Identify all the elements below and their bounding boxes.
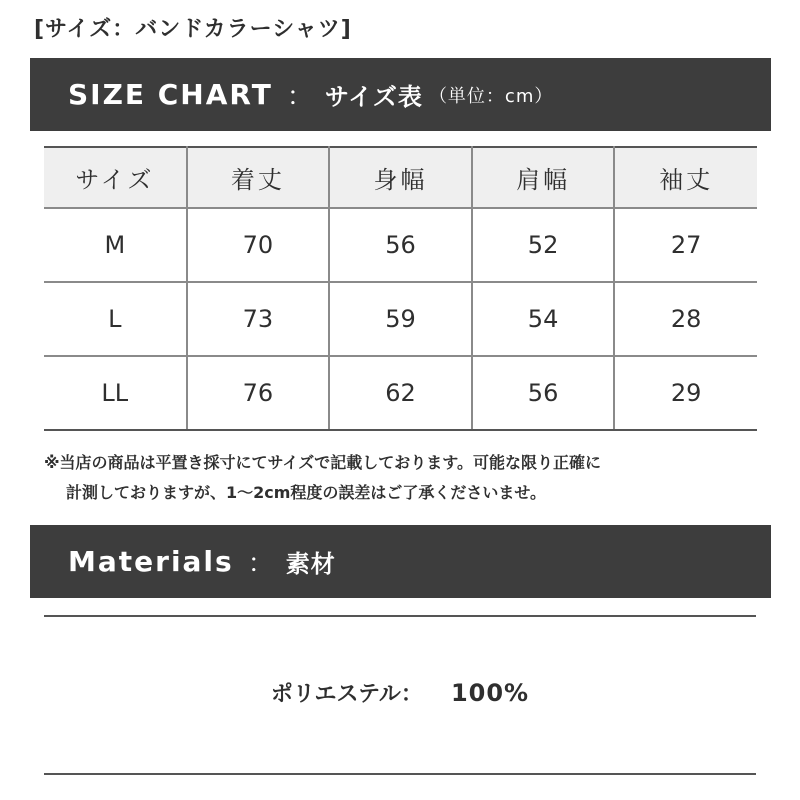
table-cell: L	[44, 282, 187, 356]
materials-header	[30, 525, 771, 598]
table-cell: 56	[329, 208, 472, 282]
size-chart-title-en: SIZE CHART	[68, 78, 273, 111]
divider	[44, 615, 756, 617]
column-header-width: 身幅	[329, 147, 472, 208]
column-header-shoulder: 肩幅	[472, 147, 615, 208]
divider	[44, 773, 756, 775]
measurement-note	[44, 448, 774, 508]
column-header-length: 着丈	[187, 147, 330, 208]
table-cell: 70	[187, 208, 330, 282]
column-header-size: サイズ	[44, 147, 187, 208]
materials-separator: ：	[247, 549, 274, 579]
table-cell: M	[44, 208, 187, 282]
table-cell: 27	[614, 208, 757, 282]
materials-title-jp: 素材	[285, 550, 336, 578]
materials-title-en: Materials	[68, 545, 234, 578]
size-chart-header	[30, 58, 771, 131]
material-value: 100%	[450, 679, 530, 707]
table-cell: 29	[614, 356, 757, 430]
size-chart-title-jp: サイズ表	[324, 83, 423, 111]
material-composition	[0, 677, 800, 708]
table-cell: 76	[187, 356, 330, 430]
column-header-sleeve: 袖丈	[614, 147, 757, 208]
page-title: [サイズ：バンドカラーシャツ]	[34, 17, 352, 42]
measurement-note-line1: ※当店の商品は平置き採寸にてサイズで記載しております。可能な限り正確に	[44, 453, 601, 472]
table-cell: 56	[472, 356, 615, 430]
table-cell: 54	[472, 282, 615, 356]
size-table	[44, 146, 757, 431]
size-table-header-row	[44, 147, 757, 208]
table-row	[44, 356, 757, 430]
table-cell: 28	[614, 282, 757, 356]
size-chart-separator: ：	[286, 82, 313, 112]
material-label: ポリエステル：	[270, 682, 423, 707]
table-row	[44, 282, 757, 356]
size-chart-unit: （単位：cm）	[428, 85, 554, 107]
table-cell: 59	[329, 282, 472, 356]
measurement-note-line2: 計測しておりますが、1～2cm程度の誤差はご了承くださいませ。	[66, 483, 546, 502]
table-cell: 52	[472, 208, 615, 282]
table-cell: 73	[187, 282, 330, 356]
table-cell: 62	[329, 356, 472, 430]
table-row	[44, 208, 757, 282]
table-cell: LL	[44, 356, 187, 430]
